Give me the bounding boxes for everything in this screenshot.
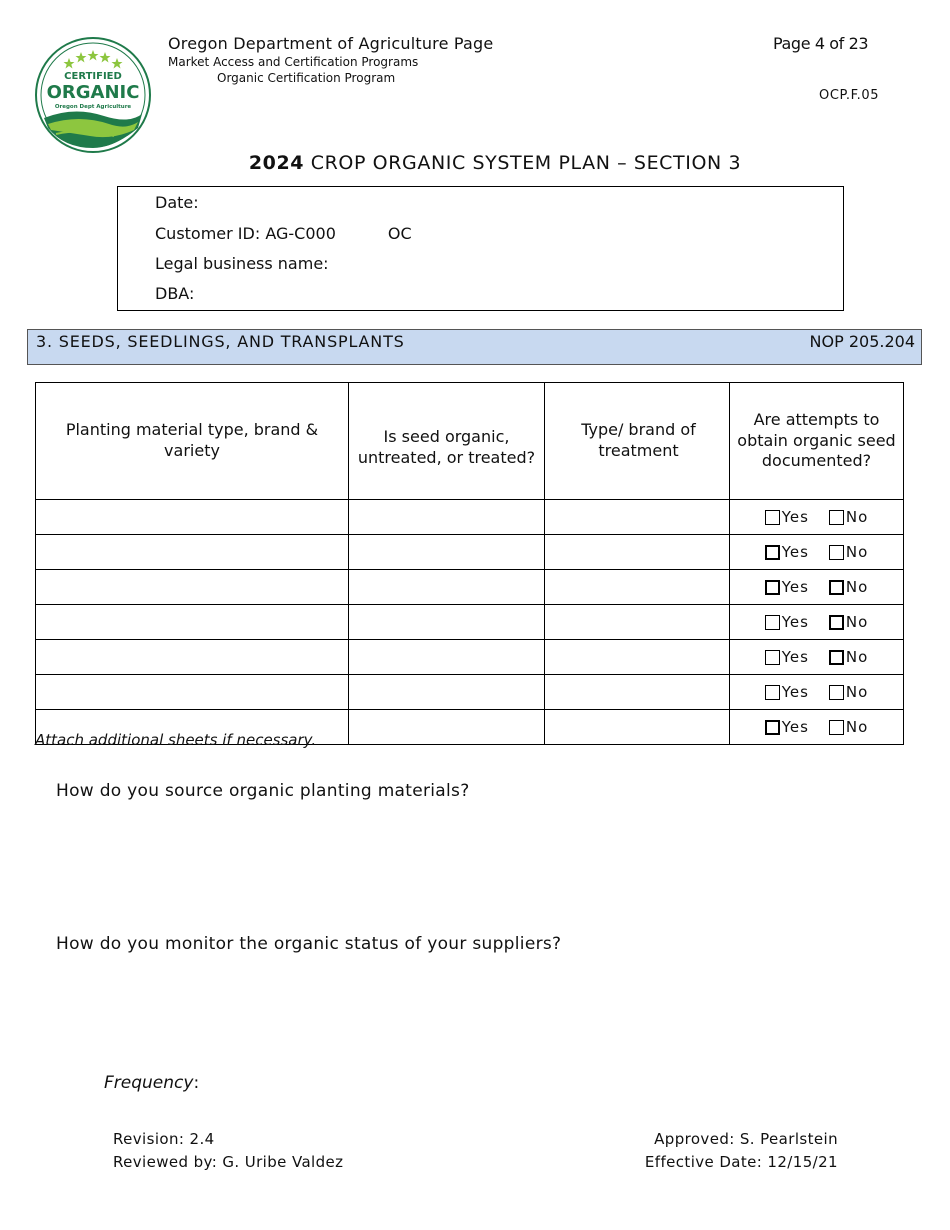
header-org: Oregon Department of Agriculture Page [168,34,494,53]
header-attempts-documented: Are attempts to obtain organic seed documented? [730,383,904,500]
no-option[interactable] [829,718,868,736]
yes-no-group [730,578,903,596]
yes-checkbox[interactable] [765,685,780,700]
treatment-cell[interactable] [545,500,730,535]
yes-checkbox[interactable] [765,720,780,735]
footer-reviewed-by: Reviewed by: G. Uribe Valdez [113,1153,344,1171]
yes-option[interactable] [765,543,809,561]
section-title: 3. SEEDS, SEEDLINGS, AND TRANSPLANTS [36,332,405,351]
yes-option[interactable] [765,508,809,526]
no-label: No [845,718,869,736]
documented-cell [730,500,904,535]
yes-no-group [730,613,903,631]
page-title [0,152,950,174]
title-year: 2024 [248,152,305,174]
no-checkbox[interactable] [829,685,844,700]
documented-cell [730,570,904,605]
yes-no-group [730,683,903,701]
no-option[interactable] [829,683,868,701]
no-label: No [845,648,869,666]
logo-bottom-text: Oregon Dept Agriculture [54,104,132,110]
treatment-cell[interactable] [545,675,730,710]
no-option[interactable] [829,613,868,631]
footer-effective-date: Effective Date: 12/15/21 [644,1153,838,1171]
documented-cell [730,640,904,675]
customer-id-label [155,224,412,243]
yes-no-group [730,508,903,526]
planting-material-cell[interactable] [36,640,349,675]
yes-option[interactable] [765,648,809,666]
yes-no-group [730,718,903,736]
no-checkbox[interactable] [829,650,844,665]
date-label: Date: [155,193,199,212]
planting-material-cell[interactable] [36,605,349,640]
header-treatment: Type/ brand of treatment [545,383,730,500]
documented-cell [730,535,904,570]
logo-main-text: ORGANIC [46,82,140,103]
footer-approved: Approved: S. Pearlstein [654,1130,838,1148]
planting-material-cell[interactable] [36,500,349,535]
yes-checkbox[interactable] [765,510,780,525]
yes-label: Yes [781,718,809,736]
no-label: No [845,508,869,526]
section-regulation-ref: NOP 205.204 [809,332,915,351]
yes-label: Yes [781,578,809,596]
planting-material-cell[interactable] [36,675,349,710]
customer-id-text: Customer ID: AG-C000 [155,224,336,243]
no-label: No [845,543,869,561]
attach-note: Attach additional sheets if necessary. [35,731,317,749]
yes-label: Yes [781,683,809,701]
seed-status-cell[interactable] [349,535,545,570]
yes-option[interactable] [765,613,809,631]
no-label: No [845,578,869,596]
no-checkbox[interactable] [829,615,844,630]
seed-status-cell[interactable] [349,710,545,745]
treatment-cell[interactable] [545,535,730,570]
table-row [36,605,904,640]
treatment-cell[interactable] [545,710,730,745]
question-source-materials: How do you source organic planting materials? [56,781,470,801]
yes-label: Yes [781,543,809,561]
documented-cell [730,710,904,745]
footer-revision: Revision: 2.4 [113,1130,215,1148]
customer-info-box [117,186,844,311]
no-label: No [845,613,869,631]
table-row [36,500,904,535]
table-header-row [36,383,904,500]
form-id: OCP.F.05 [819,88,880,103]
planting-material-cell[interactable] [36,535,349,570]
no-checkbox[interactable] [829,720,844,735]
section-header [27,329,922,365]
frequency-colon: : [193,1073,200,1093]
customer-id-suffix: OC [387,224,412,243]
seed-status-cell[interactable] [349,640,545,675]
title-text: CROP ORGANIC SYSTEM PLAN – SECTION 3 [304,152,742,174]
yes-checkbox[interactable] [765,650,780,665]
table-row [36,675,904,710]
yes-no-group [730,648,903,666]
frequency-text: Frequency [104,1073,194,1093]
no-option[interactable] [829,648,868,666]
table-row [36,570,904,605]
table-row [36,640,904,675]
no-checkbox[interactable] [829,580,844,595]
certified-organic-logo [34,36,152,154]
page-number: Page 4 of 23 [773,34,869,53]
no-option[interactable] [829,508,868,526]
no-checkbox[interactable] [829,510,844,525]
yes-checkbox[interactable] [765,615,780,630]
question-monitor-suppliers: How do you monitor the organic status of your suppliers? [56,934,562,954]
logo-top-text: CERTIFIED [64,71,122,82]
seeds-table [35,382,904,745]
yes-option[interactable] [765,578,809,596]
planting-material-cell[interactable] [36,570,349,605]
header-planting-material: Planting material type, brand & variety [36,383,349,500]
yes-no-group [730,543,903,561]
no-option[interactable] [829,543,868,561]
seed-status-cell[interactable] [349,500,545,535]
yes-label: Yes [781,613,809,631]
no-label: No [845,683,869,701]
yes-label: Yes [781,508,809,526]
yes-option[interactable] [765,683,809,701]
yes-checkbox[interactable] [765,580,780,595]
seed-status-cell[interactable] [349,570,545,605]
no-option[interactable] [829,578,868,596]
frequency-label [104,1073,199,1093]
seed-status-cell[interactable] [349,605,545,640]
no-checkbox[interactable] [829,545,844,560]
treatment-cell[interactable] [545,570,730,605]
yes-option[interactable] [765,718,809,736]
header-subprogram: Organic Certification Program [217,71,396,85]
dba-label: DBA: [155,284,195,303]
documented-cell [730,675,904,710]
yes-checkbox[interactable] [765,545,780,560]
treatment-cell[interactable] [545,605,730,640]
table-row [36,535,904,570]
seed-status-cell[interactable] [349,675,545,710]
header-program: Market Access and Certification Programs [168,55,419,69]
legal-name-label: Legal business name: [155,254,329,273]
treatment-cell[interactable] [545,640,730,675]
yes-label: Yes [781,648,809,666]
documented-cell [730,605,904,640]
header-seed-status: Is seed organic, untreated, or treated? [349,383,545,500]
